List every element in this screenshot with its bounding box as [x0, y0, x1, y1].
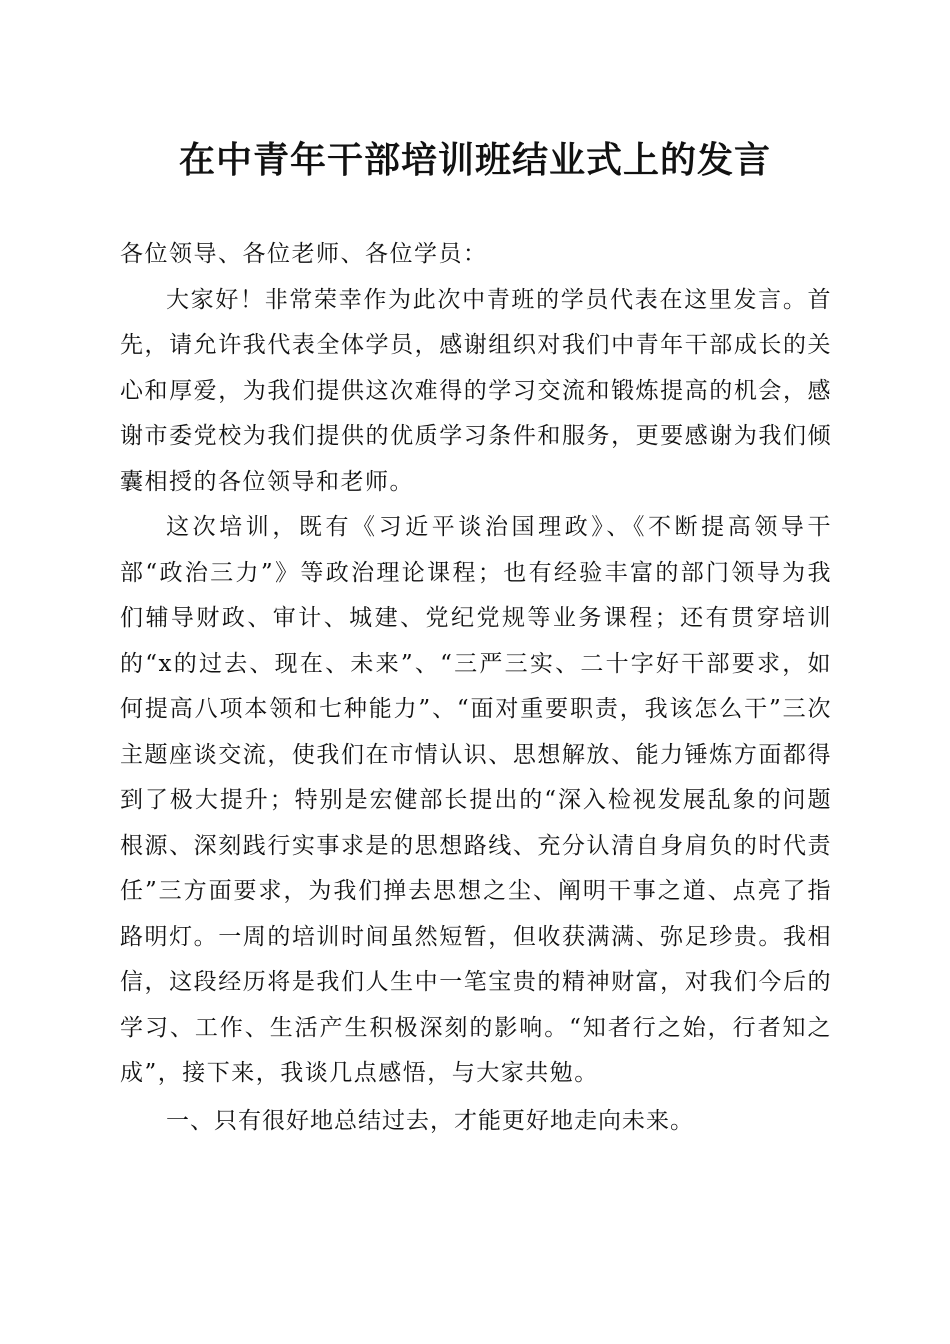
- document-title: 在中青年干部培训班结业式上的发言: [178, 139, 771, 181]
- salutation: 各位领导、各位老师、各位学员：: [120, 241, 488, 267]
- paragraph-opening: 大家好！非常荣幸作为此次中青班的学员代表在这里发言。首先，请允许我代表全体学员，感谢组织对我们中青年干部成长的关心和厚爱，为我们提供这次难得的学习交流和锻炼提高的机会，感谢市委党校为我们提供的优质学习条件和服务，更要感谢为我们倾囊相授的各位领导和老师。: [120, 286, 832, 495]
- paragraph-training: 这次培训，既有《习近平谈治国理政》、《不断提高领导干部“政治三力”》等政治理论课程；也有经验丰富的部门领导为我们辅导财政、审计、城建、党纪党规等业务课程；还有贯穿培训的“x的过去、现在、未来”、“三严三实、二十字好干部要求，如何提高八项本领和七种能力”、“面对重要职责，我该怎么干”三次主题座谈交流，使我们在市情认识、思想解放、能力锤炼方面都得到了极大提升；特别是宏健部长提出的“深入检视发展乱象的问题根源、深刻践行实事求是的思想路线、充分认清自身肩负的时代责任”三方面要求，为我们掸去思想之尘、阐明干事之道、点亮了指路明灯。一周的培训时间虽然短暂，但收获满满、弥足珍贵。我相信，这段经历将是我们人生中一笔宝贵的精神财富，对我们今后的学习、工作、生活产生积极深刻的影响。“知者行之始，行者知之成”，接下来，我谈几点感悟，与大家共勉。: [120, 514, 832, 1086]
- document-body: [120, 232, 832, 1144]
- section-heading: 一、只有很好地总结过去，才能更好地走向未来。: [166, 1107, 694, 1134]
